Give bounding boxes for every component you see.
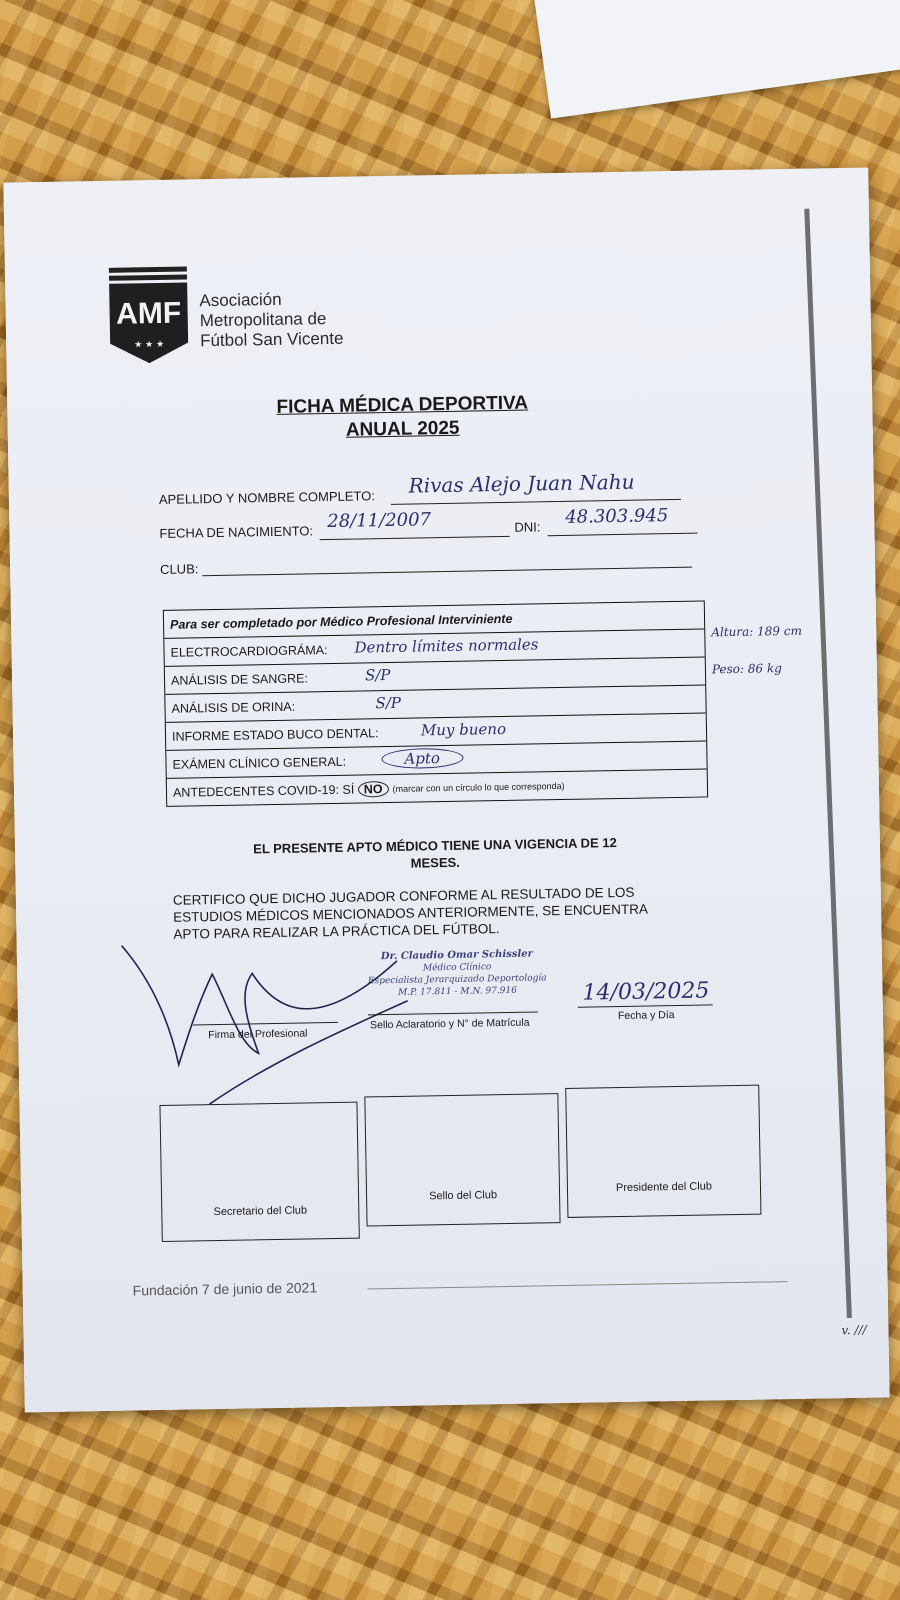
secretario-box[interactable]: Secretario del Club xyxy=(159,1102,359,1242)
table-row: EXÁMEN CLÍNICO GENERAL: Apto xyxy=(166,741,706,778)
name-value[interactable]: Rivas Alejo Juan Nahu xyxy=(408,469,635,498)
association-name: Asociación Metropolitana de Fútbol San Vicente xyxy=(199,289,344,351)
ecg-value[interactable]: Dentro límites normales xyxy=(354,635,539,657)
sello-box[interactable]: Sello del Club xyxy=(364,1093,560,1226)
corner-mark: v. /// xyxy=(841,1322,867,1338)
birth-label: FECHA DE NACIMIENTO: xyxy=(159,523,314,541)
dni-value[interactable]: 48.303.945 xyxy=(565,505,669,528)
covid-no-circled[interactable]: NO xyxy=(358,781,389,798)
table-row: ELECTROCARDIOGRÁMA: Dentro límites normales xyxy=(164,629,704,666)
medical-table xyxy=(163,600,708,806)
height-note: Altura: 189 cm xyxy=(711,623,803,640)
footer-line xyxy=(368,1281,788,1289)
table-row-covid: ANTEDECENTES COVID-19: SÍ NO (marcar con un círculo lo que corresponda) xyxy=(172,780,565,800)
name-line xyxy=(391,499,681,505)
weight-note: Peso: 86 kg xyxy=(711,661,782,677)
certification-text: CERTIFICO QUE DICHO JUGADOR CONFORME AL RESULTADO DE LOS ESTUDIOS MÉDICOS MENCIONADOS ANTERIORMENTE, SE ENCUENTRA APTO PARA REALIZAR LA PRÁCTICA DEL FÚTBOL. xyxy=(172,884,649,942)
presidente-box[interactable]: Presidente del Club xyxy=(565,1085,761,1218)
dni-line xyxy=(548,533,698,537)
amf-logo-icon xyxy=(107,264,191,365)
validity-notice: EL PRESENTE APTO MÉDICO TIENE UNA VIGENCIA DE 12 MESES. xyxy=(253,835,617,871)
firma-label: Firma del Profesional xyxy=(208,1027,308,1042)
fecha-value[interactable]: 14/03/2025 xyxy=(582,978,710,1006)
sello-label: Sello Aclaratorio y N° de Matrícula xyxy=(369,1016,530,1032)
urine-value[interactable]: S/P xyxy=(375,693,402,713)
covid-note: (marcar con un círculo lo que corresponda) xyxy=(392,780,565,794)
foundation-date: Fundación 7 de junio de 2021 xyxy=(132,1279,318,1299)
svg-text:★ ★ ★: ★ ★ ★ xyxy=(134,339,165,351)
page-title: FICHA MÉDICA DEPORTIVA ANUAL 2025 xyxy=(276,392,529,441)
medical-form-sheet xyxy=(3,168,889,1413)
dni-label: DNI: xyxy=(514,519,541,535)
table-row: ANÁLISIS DE SANGRE: S/P xyxy=(165,657,705,694)
background-paper xyxy=(533,0,900,119)
logo-text: AMF xyxy=(115,296,182,331)
club-label: CLUB: xyxy=(159,561,199,577)
fecha-label: Fecha y Día xyxy=(617,1009,675,1023)
blood-value[interactable]: S/P xyxy=(364,665,391,685)
club-line xyxy=(202,567,692,577)
sheet-edge-line xyxy=(804,209,852,1318)
birth-value[interactable]: 28/11/2007 xyxy=(327,509,432,533)
table-row: ANÁLISIS DE ORINA: S/P xyxy=(165,685,705,722)
dental-value[interactable]: Muy bueno xyxy=(420,719,507,740)
doctor-stamp: Dr. Claudio Omar Schissler Médico Clínico Especialista Jerarquizado Deportología M.P. 17.811 - M.N. 97.916 xyxy=(367,948,547,998)
birth-line xyxy=(320,536,510,540)
table-row: INFORME ESTADO BUCO DENTAL: Muy bueno xyxy=(166,713,706,750)
clinical-value[interactable]: Apto xyxy=(381,748,463,769)
medical-table-header: Para ser completado por Médico Profesional Interviniente xyxy=(164,601,704,638)
covid-si[interactable]: SÍ xyxy=(342,782,355,797)
name-label: APELLIDO Y NOMBRE COMPLETO: xyxy=(158,488,375,507)
